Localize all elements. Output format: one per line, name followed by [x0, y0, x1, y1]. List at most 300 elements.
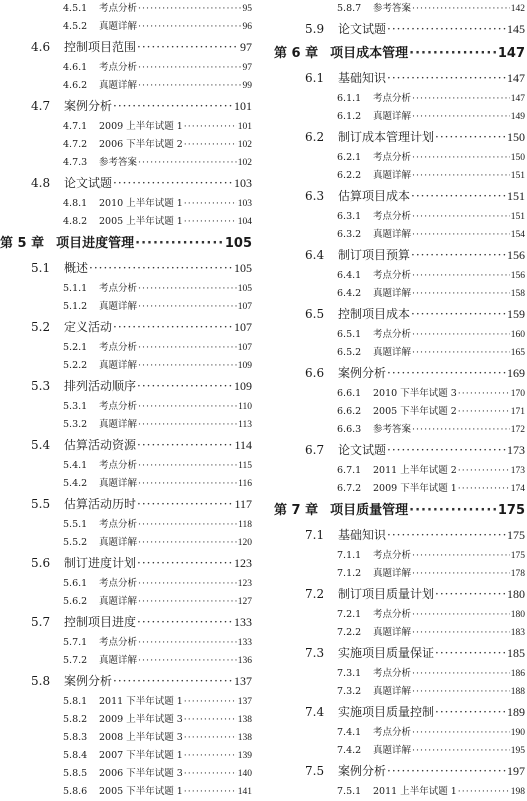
toc-entry-title: 基础知识 — [338, 528, 387, 542]
toc-entry-title: 项目质量管理 — [330, 503, 409, 518]
toc-entry-number: 5.2 — [31, 320, 51, 334]
dot-leader — [412, 624, 510, 642]
toc-sub-row — [0, 693, 252, 711]
toc-entry-number: 4.7.2 — [63, 139, 88, 150]
toc-sub-row — [274, 326, 525, 344]
toc-entry-title: 项目成本管理 — [330, 46, 409, 61]
toc-entry-title: 案例分析 — [64, 99, 113, 113]
toc-page-number: 190 — [510, 728, 525, 738]
toc-entry-title: 考点分析 — [373, 668, 412, 679]
toc-entry-number: 7.1.2 — [337, 568, 362, 579]
toc-sub-row — [274, 724, 525, 742]
toc-page-number: 145 — [507, 22, 525, 36]
toc-page-number: 114 — [234, 438, 252, 452]
toc-entry-title: 2010 上半年试题 1 — [99, 198, 183, 209]
toc-page-number: 109 — [234, 379, 252, 393]
toc-entry-title: 实施项目质量保证 — [338, 646, 435, 660]
dot-leader — [412, 0, 510, 18]
toc-entry-title: 制订成本管理计划 — [338, 130, 435, 144]
toc-sub-row — [0, 339, 252, 357]
toc-entry-title: 2009 下半年试题 1 — [373, 483, 457, 494]
toc-entry-number: 5.9 — [305, 22, 325, 36]
toc-entry-title: 基础知识 — [338, 71, 387, 85]
dot-leader — [435, 701, 506, 724]
dot-leader — [184, 693, 237, 711]
toc-entry-title: 估算活动历时 — [64, 497, 137, 511]
toc-sub-row — [0, 747, 252, 765]
toc-entry-number: 5.2.2 — [63, 360, 88, 371]
toc-entry-title: 参考答案 — [373, 3, 412, 14]
toc-sub-row — [0, 280, 252, 298]
toc-entry-title: 参考答案 — [373, 424, 412, 435]
toc-page-number: 156 — [507, 248, 525, 262]
toc-page-number: 120 — [237, 538, 252, 548]
toc-page-number: 105 — [224, 236, 252, 251]
dot-leader — [458, 480, 510, 498]
toc-entry-title: 考点分析 — [373, 152, 412, 163]
toc-page-number: 123 — [234, 556, 252, 570]
toc-section-row — [274, 760, 525, 783]
toc-page-number: 171 — [510, 407, 525, 417]
dot-leader — [411, 244, 506, 267]
toc-entry-number: 第 7 章 — [274, 503, 319, 518]
toc-section-row — [0, 257, 252, 280]
toc-entry-number: 6.7.1 — [337, 465, 362, 476]
toc-entry-title: 2011 上半年试题 2 — [373, 465, 457, 476]
toc-page-number: 109 — [237, 361, 252, 371]
toc-entry-number: 6.2.1 — [337, 152, 362, 163]
toc-page-number: 154 — [510, 230, 525, 240]
toc-entry-number: 6.5.2 — [337, 347, 362, 358]
toc-entry-number: 7.2 — [305, 587, 325, 601]
dot-leader — [137, 434, 233, 457]
dot-leader — [138, 652, 237, 670]
toc-entry-number: 6.7.2 — [337, 483, 362, 494]
toc-entry-number: 5.7.1 — [63, 637, 88, 648]
toc-sub-row — [274, 167, 525, 185]
dot-leader — [138, 0, 241, 18]
toc-entry-number: 7.5.1 — [337, 786, 362, 797]
toc-entry-title: 2009 上半年试题 3 — [99, 714, 183, 725]
toc-page-number: 139 — [237, 751, 252, 761]
toc-page-number: 165 — [510, 348, 525, 358]
toc-entry-number: 4.7 — [31, 99, 51, 113]
toc-entry-number: 7.4 — [305, 705, 325, 719]
toc-entry-title: 2011 上半年试题 1 — [373, 786, 457, 797]
toc-entry-number: 5.3 — [31, 379, 51, 393]
dot-leader — [458, 462, 510, 480]
dot-leader — [435, 583, 506, 606]
toc-page-number: 136 — [237, 656, 252, 666]
toc-entry-title: 考点分析 — [373, 609, 412, 620]
toc-page-number: 147 — [507, 71, 525, 85]
toc-entry-number: 5.8 — [31, 674, 51, 688]
toc-page-number: 147 — [510, 94, 525, 104]
dot-leader — [412, 665, 510, 683]
toc-page-number: 180 — [510, 610, 525, 620]
toc-page-number: 138 — [237, 715, 252, 725]
toc-page-number: 197 — [507, 764, 525, 778]
dot-leader — [184, 747, 237, 765]
dot-leader — [412, 565, 510, 583]
toc-page-number: 183 — [510, 628, 525, 638]
dot-leader — [184, 783, 237, 801]
dot-leader — [387, 524, 506, 547]
dot-leader — [138, 593, 237, 611]
dot-leader — [412, 149, 510, 167]
toc-entry-title: 2009 上半年试题 1 — [99, 121, 183, 132]
dot-leader — [138, 416, 237, 434]
toc-section-row — [274, 642, 525, 665]
toc-entry-number: 5.6.1 — [63, 578, 88, 589]
toc-page-number: 138 — [237, 733, 252, 743]
toc-entry-title: 考点分析 — [99, 62, 138, 73]
dot-leader — [387, 439, 506, 462]
toc-page-number: 116 — [238, 479, 252, 489]
toc-sub-row — [0, 118, 252, 136]
toc-page-number: 150 — [510, 153, 525, 163]
dot-leader — [458, 385, 510, 403]
toc-page-number: 169 — [507, 366, 525, 380]
toc-sub-row — [0, 516, 252, 534]
dot-leader — [137, 611, 233, 634]
toc-page-number: 96 — [242, 22, 252, 32]
toc-page-number: 102 — [237, 158, 252, 168]
toc-entry-number: 6.4 — [305, 248, 325, 262]
dot-leader — [412, 724, 510, 742]
toc-page-number: 113 — [238, 420, 252, 430]
dot-leader — [387, 67, 506, 90]
toc-sub-row — [0, 634, 252, 652]
toc-page-number: 105 — [234, 261, 252, 275]
toc-sub-row — [0, 59, 252, 77]
toc-entry-title: 2005 上半年试题 1 — [99, 216, 183, 227]
dot-leader — [138, 457, 237, 475]
toc-page-number: 103 — [234, 176, 252, 190]
toc-entry-number: 7.4.2 — [337, 745, 362, 756]
toc-entry-title: 估算项目成本 — [338, 189, 411, 203]
toc-section-row — [274, 303, 525, 326]
toc-sub-row — [0, 457, 252, 475]
dot-leader — [138, 18, 241, 36]
dot-leader — [184, 136, 237, 154]
toc-entry-title: 项目进度管理 — [56, 236, 135, 251]
toc-page-number: 127 — [237, 597, 252, 607]
toc-entry-title: 真题详解 — [99, 478, 138, 489]
toc-entry-number: 5.5 — [31, 497, 51, 511]
dot-leader — [435, 126, 506, 149]
toc-section-row — [274, 524, 525, 547]
toc-page-number: 133 — [234, 615, 252, 629]
toc-sub-row — [274, 108, 525, 126]
toc-page-number: 151 — [510, 212, 525, 222]
toc-entry-title: 2008 上半年试题 3 — [99, 732, 183, 743]
toc-sub-row — [0, 416, 252, 434]
toc-page-number: 159 — [507, 307, 525, 321]
dot-leader — [137, 493, 233, 516]
toc-entry-title: 考点分析 — [99, 637, 138, 648]
toc-entry-title: 概述 — [64, 261, 89, 275]
toc-page-number: 107 — [237, 343, 252, 353]
toc-entry-title: 考点分析 — [99, 578, 138, 589]
toc-entry-number: 6.6.3 — [337, 424, 362, 435]
toc-page-number: 101 — [234, 99, 252, 113]
dot-leader — [138, 59, 241, 77]
toc-entry-title: 考点分析 — [99, 460, 138, 471]
toc-entry-number: 4.5.1 — [63, 3, 88, 14]
dot-leader — [387, 362, 506, 385]
dot-leader — [409, 41, 497, 67]
toc-entry-number: 5.8.7 — [337, 3, 362, 14]
toc-entry-number: 6.4.1 — [337, 270, 362, 281]
toc-entry-number: 4.6.1 — [63, 62, 88, 73]
dot-leader — [412, 344, 510, 362]
toc-sub-row — [274, 742, 525, 760]
dot-leader — [113, 316, 233, 339]
toc-sub-row — [0, 357, 252, 375]
toc-entry-number: 6.3.1 — [337, 211, 362, 222]
toc-entry-title: 控制项目范围 — [64, 40, 137, 54]
toc-sub-row — [274, 149, 525, 167]
toc-page-number: 103 — [237, 199, 252, 209]
toc-page-number: 142 — [510, 4, 525, 14]
toc-entry-title: 真题详解 — [373, 111, 412, 122]
toc-entry-number: 5.1.2 — [63, 301, 88, 312]
toc-entry-title: 真题详解 — [99, 21, 138, 32]
toc-entry-title: 真题详解 — [373, 229, 412, 240]
toc-entry-title: 真题详解 — [373, 745, 412, 756]
toc-page-number: 173 — [507, 443, 525, 457]
toc-entry-title: 案例分析 — [338, 366, 387, 380]
toc-sub-row — [274, 547, 525, 565]
toc-chapter-row — [274, 41, 525, 67]
toc-entry-number: 5.7.2 — [63, 655, 88, 666]
toc-sub-row — [0, 593, 252, 611]
toc-entry-number: 5.6.2 — [63, 596, 88, 607]
dot-leader — [113, 670, 233, 693]
toc-section-row — [274, 583, 525, 606]
dot-leader — [138, 575, 237, 593]
dot-leader — [411, 303, 506, 326]
toc-page-number: 186 — [510, 669, 525, 679]
toc-entry-title: 实施项目质量控制 — [338, 705, 435, 719]
toc-entry-number: 4.6.2 — [63, 80, 88, 91]
toc-page-number: 189 — [507, 705, 525, 719]
toc-section-row — [0, 375, 252, 398]
toc-entry-title: 真题详解 — [373, 627, 412, 638]
toc-entry-number: 5.8.1 — [63, 696, 88, 707]
toc-sub-row — [0, 783, 252, 801]
toc-entry-title: 2007 下半年试题 1 — [99, 750, 183, 761]
toc-page-number: 150 — [507, 130, 525, 144]
toc-section-row — [274, 439, 525, 462]
toc-entry-title: 考点分析 — [373, 93, 412, 104]
toc-entry-number: 6.3 — [305, 189, 325, 203]
toc-entry-number: 7.1 — [305, 528, 325, 542]
toc-page-number: 172 — [510, 425, 525, 435]
toc-entry-title: 真题详解 — [373, 288, 412, 299]
toc-page-number: 170 — [510, 389, 525, 399]
dot-leader — [138, 77, 241, 95]
toc-sub-row — [274, 403, 525, 421]
toc-entry-title: 真题详解 — [99, 655, 138, 666]
toc-sub-row — [0, 765, 252, 783]
dot-leader — [138, 357, 237, 375]
toc-sub-row — [274, 665, 525, 683]
toc-entry-title: 真题详解 — [99, 360, 138, 371]
toc-sub-row — [0, 729, 252, 747]
toc-entry-title: 2011 下半年试题 1 — [99, 696, 183, 707]
toc-sub-row — [274, 90, 525, 108]
dot-leader — [412, 285, 510, 303]
toc-entry-title: 制订项目预算 — [338, 248, 411, 262]
dot-leader — [138, 516, 237, 534]
toc-page-number: 160 — [510, 330, 525, 340]
toc-page-number: 107 — [237, 302, 252, 312]
toc-entry-number: 6.2 — [305, 130, 325, 144]
dot-leader — [113, 95, 233, 118]
dot-leader — [89, 257, 233, 280]
toc-entry-title: 真题详解 — [99, 301, 138, 312]
dot-leader — [412, 208, 510, 226]
toc-page-number: 175 — [497, 503, 525, 518]
toc-sub-row — [274, 462, 525, 480]
toc-entry-number: 5.8.5 — [63, 768, 88, 779]
toc-section-row — [274, 18, 525, 41]
toc-entry-number: 4.5.2 — [63, 21, 88, 32]
dot-leader — [412, 267, 510, 285]
dot-leader — [412, 90, 510, 108]
toc-section-row — [274, 701, 525, 724]
toc-entry-number: 4.8 — [31, 176, 51, 190]
dot-leader — [412, 421, 510, 439]
toc-entry-title: 案例分析 — [338, 764, 387, 778]
toc-entry-number: 6.1.1 — [337, 93, 362, 104]
toc-page-number: 137 — [234, 674, 252, 688]
toc-entry-number: 5.1 — [31, 261, 51, 275]
toc-entry-number: 5.8.2 — [63, 714, 88, 725]
toc-right-column — [274, 0, 525, 801]
toc-section-row — [0, 95, 252, 118]
dot-leader — [458, 783, 510, 801]
toc-entry-title: 定义活动 — [64, 320, 113, 334]
dot-leader — [412, 547, 510, 565]
toc-entry-number: 7.3 — [305, 646, 325, 660]
dot-leader — [184, 195, 237, 213]
toc-sub-row — [0, 18, 252, 36]
toc-page-number: 188 — [510, 687, 525, 697]
toc-section-row — [274, 67, 525, 90]
dot-leader — [138, 154, 237, 172]
toc-entry-number: 5.5.2 — [63, 537, 88, 548]
toc-entry-title: 考点分析 — [99, 519, 138, 530]
toc-entry-number: 5.3.1 — [63, 401, 88, 412]
toc-sub-row — [0, 154, 252, 172]
toc-entry-number: 7.3.2 — [337, 686, 362, 697]
toc-entry-number: 6.3.2 — [337, 229, 362, 240]
toc-sub-row — [274, 385, 525, 403]
toc-entry-number: 7.2.1 — [337, 609, 362, 620]
toc-page-number: 178 — [510, 569, 525, 579]
toc-sub-row — [274, 606, 525, 624]
toc-entry-number: 5.5.1 — [63, 519, 88, 530]
dot-leader — [412, 606, 510, 624]
toc-entry-title: 考点分析 — [373, 211, 412, 222]
toc-entry-number: 6.6.2 — [337, 406, 362, 417]
toc-page-number: 104 — [237, 217, 252, 227]
toc-page-number: 175 — [510, 551, 525, 561]
toc-entry-number: 6.2.2 — [337, 170, 362, 181]
toc-page-number: 95 — [242, 4, 252, 14]
dot-leader — [411, 185, 506, 208]
toc-sub-row — [0, 534, 252, 552]
toc-entry-title: 2010 下半年试题 3 — [373, 388, 457, 399]
toc-entry-title: 真题详解 — [373, 347, 412, 358]
dot-leader — [184, 765, 237, 783]
toc-entry-title: 真题详解 — [373, 686, 412, 697]
toc-entry-number: 5.7 — [31, 615, 51, 629]
toc-entry-number: 5.4.1 — [63, 460, 88, 471]
toc-entry-title: 考点分析 — [99, 401, 138, 412]
dot-leader — [137, 552, 233, 575]
toc-entry-title: 考点分析 — [99, 342, 138, 353]
dot-leader — [435, 642, 506, 665]
toc-section-row — [0, 493, 252, 516]
toc-section-row — [0, 316, 252, 339]
toc-entry-number: 4.7.1 — [63, 121, 88, 132]
toc-entry-number: 6.6.1 — [337, 388, 362, 399]
toc-page-number: 137 — [237, 697, 252, 707]
toc-sub-row — [274, 624, 525, 642]
toc-page-number: 118 — [238, 520, 252, 530]
toc-entry-number: 5.8.3 — [63, 732, 88, 743]
toc-entry-number: 6.5 — [305, 307, 325, 321]
toc-sub-row — [274, 565, 525, 583]
toc-sub-row — [0, 711, 252, 729]
toc-chapter-row — [274, 498, 525, 524]
toc-entry-title: 真题详解 — [99, 80, 138, 91]
toc-page-number: 123 — [237, 579, 252, 589]
dot-leader — [138, 475, 237, 493]
toc-page-number: 133 — [237, 638, 252, 648]
dot-leader — [135, 231, 224, 257]
toc-entry-title: 控制项目进度 — [64, 615, 137, 629]
toc-entry-number: 第 6 章 — [274, 46, 319, 61]
toc-entry-title: 论文试题 — [64, 176, 113, 190]
dot-leader — [412, 108, 510, 126]
toc-sub-row — [274, 480, 525, 498]
toc-entry-number: 6.1 — [305, 71, 325, 85]
toc-sub-row — [274, 285, 525, 303]
toc-section-row — [274, 185, 525, 208]
toc-section-row — [274, 126, 525, 149]
dot-leader — [387, 760, 506, 783]
toc-entry-title: 真题详解 — [373, 170, 412, 181]
toc-entry-number: 6.5.1 — [337, 329, 362, 340]
toc-entry-number: 6.1.2 — [337, 111, 362, 122]
toc-entry-title: 真题详解 — [373, 568, 412, 579]
dot-leader — [412, 742, 510, 760]
toc-left-column — [0, 0, 252, 801]
toc-section-row — [0, 670, 252, 693]
dot-leader — [137, 375, 233, 398]
toc-entry-number: 7.1.1 — [337, 550, 362, 561]
toc-entry-title: 论文试题 — [338, 22, 387, 36]
toc-entry-number: 6.7 — [305, 443, 325, 457]
toc-sub-row — [274, 344, 525, 362]
toc-page-number: 140 — [237, 769, 252, 779]
toc-entry-title: 排列活动顺序 — [64, 379, 137, 393]
